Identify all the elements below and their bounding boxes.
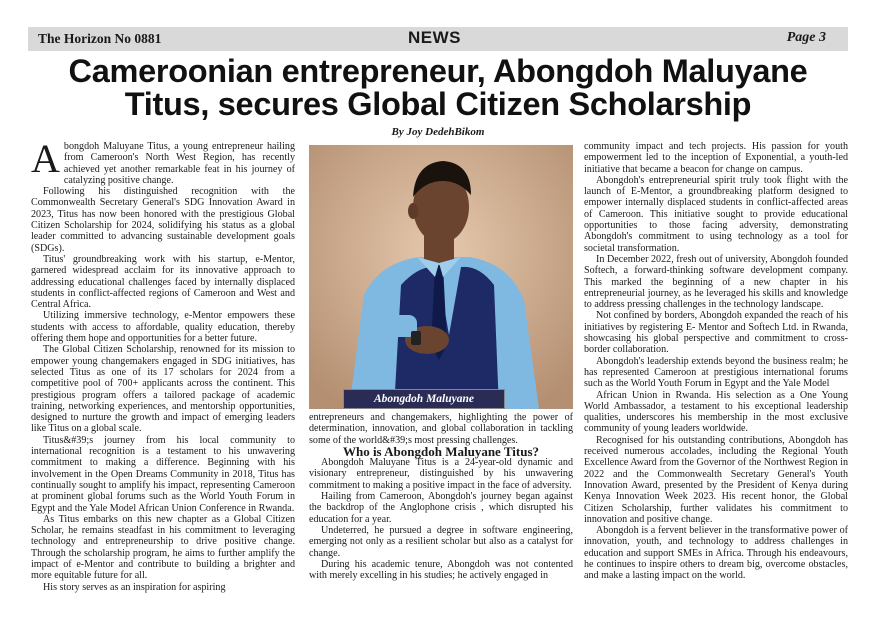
byline: By Joy DedehBikom	[391, 126, 485, 138]
section-label: NEWS	[408, 28, 461, 47]
portrait-illustration	[309, 145, 573, 409]
paragraph: Titus' groundbreaking work with his startup, e-Mentor, garnered widespread acclaim for its innovative approach to addressing educational challenges faced by internally displaced students in conflict-affected regions of Cameroon and West and Central Africa.	[31, 253, 295, 311]
photo-caption: Abongdoh Maluyane	[343, 389, 505, 409]
paragraph: Undeterred, he pursued a degree in software engineering, emerging not only as a resilient scholar but also as a catalyst for change.	[309, 524, 573, 559]
paragraph: Following his distinguished recognition with the Commonwealth Secretary General's SDG Innovation Award in 2023, Titus has now been honored with the prestigious Global Citizen Scholarship for 2024, solidifying his status as a global leader committed to advancing sustainable development goals (SDGs).	[31, 186, 295, 254]
article-column-3	[584, 141, 848, 582]
paragraph: African Union in Rwanda. His selection as a One Young World Ambassador, a testament to his exceptional leadership qualities, underscores his membership in the most exclusive community of young leaders worldwide.	[584, 389, 848, 435]
lead-paragraph: Abongdoh Maluyane Titus, a young entrepreneur hailing from Cameroon's North West Region, has recently achieved yet another remarkable feat in his journey of catalyzing positive change.	[31, 136, 295, 186]
paragraph: Abongdoh's entrepreneurial spirit truly took flight with the launch of E-Mentor, a groundbreaking platform designed to empower internally displaced students in conflict-affected areas of Cameroon. This initiative sought to provide educational opportunities to those facing adversity, demonstrating Abongdoh's commitment to using technology as a tool for societal transformation.	[584, 174, 848, 254]
paragraph: As Titus embarks on this new chapter as a Global Citizen Scholar, he remains steadfast in his commitment to leveraging technology and entrepreneurship to drive positive change. Through the scholarship program, he aims to further amplify the impact of e-Mentor and contribute to building a brighter and more equitable future for all.	[31, 513, 295, 582]
paragraph: The Global Citizen Scholarship, renowned for its mission to empower young changemakers engaged in SDG initiatives, has selected Titus as one of its 17 scholars for 2024 from a competitive pool of 700+ applicants across the continent. This prestigious program offers a tailored package of academic training, networking experiences, and mentorship opportunities, designed to nurture the growth and impact of emerging leaders like Titus on a global scale.	[31, 344, 295, 435]
paragraph: His story serves as an inspiration for aspiring	[43, 581, 226, 593]
paragraph: Utilizing immersive technology, e-Mentor empowers these students with access to affordable, quality education, thereby offering them hope and opportunities for a better future.	[31, 310, 295, 345]
article-column-1	[31, 136, 295, 593]
page-number: Page 3	[786, 30, 826, 45]
publication-name: The Horizon No 0881	[38, 31, 162, 46]
paragraph: Hailing from Cameroon, Abongdoh's journey began against the backdrop of the Anglophone crisis , which disrupted his education for a year.	[309, 491, 573, 525]
headline-line-1: Cameroonian entrepreneur, Abongdoh Maluyane	[68, 53, 808, 89]
paragraph: In December 2022, fresh out of university, Abongdoh founded Softech, a forward-thinking software development company. This marked the beginning of a new chapter in his entrepreneurial journey, as he leveraged his skills and knowledge to address pressing challenges in the technology landscape.	[584, 253, 848, 311]
paragraph: Not confined by borders, Abongdoh expanded the reach of his initiatives by registering E- Mentor and Softech Ltd. in Rwanda, showcasing his global perspective and commitment to cross-border collaboration.	[584, 310, 848, 356]
paragraph: Abongdoh's leadership extends beyond the business realm; he has represented Cameroon at prestigious international forums such as the World Youth Forum in Egypt and the Yale Model	[584, 355, 848, 390]
drop-cap: A	[31, 136, 60, 181]
headline-line-2: Titus, secures Global Citizen Scholarship	[124, 86, 752, 122]
subheading: Who is Abongdoh Maluyane Titus?	[342, 443, 540, 459]
paragraph: Abongdoh Maluyane Titus is a 24-year-old dynamic and visionary entrepreneur, distinguished by his unwavering commitment to making a positive impact in the face of adversity.	[309, 457, 573, 491]
headline	[0, 55, 876, 121]
paragraph: Recognised for his outstanding contributions, Abongdoh has received numerous accolades, including the Regional Youth Excellence Award from the Governor of the Northwest Region in 2022 and the Commonwealth Secretary General's Youth Innovation Award, presented by the President of Kenya during Kenya Innovation Week 2023. His recent honor, the Global Citizen Scholarship, further validates his commitment to innovation and positive change.	[584, 434, 848, 525]
paragraph: Titus&#39;s journey from his local community to international recognition is a testament to his unwavering commitment to making a difference. Beginning with his involvement in the Open Dreams Community in 2018, Titus has continually sought to amplify his impact, representing Cameroon at prominent global forums such as the World Youth Forum in Egypt and the Yale Model African Union Conference in Rwanda.	[31, 434, 295, 514]
page-header	[28, 27, 848, 51]
portrait-photo	[309, 145, 573, 409]
paragraph: Abongdoh is a fervent believer in the transformative power of innovation, youth, and technology to address challenges in education and support SMEs in Africa. Through his endeavours, he continues to inspire others to dream big, overcome obstacles, and make a lasting impact on the world.	[584, 525, 848, 582]
article-column-2	[309, 412, 573, 581]
paragraph-continued: entrepreneurs and changemakers, highlighting the power of determination, innovation, and global collaboration in tackling some of the world&#39;s most pressing challenges.	[309, 412, 573, 446]
paragraph-continued: community impact and tech projects. His passion for youth empowerment led to the inception of Exponential, a youth-led initiative that became a beacon for change on campus.	[584, 141, 848, 175]
paragraph: During his academic tenure, Abongdoh was not contented with merely excelling in his studies; he actively engaged in	[309, 558, 573, 582]
